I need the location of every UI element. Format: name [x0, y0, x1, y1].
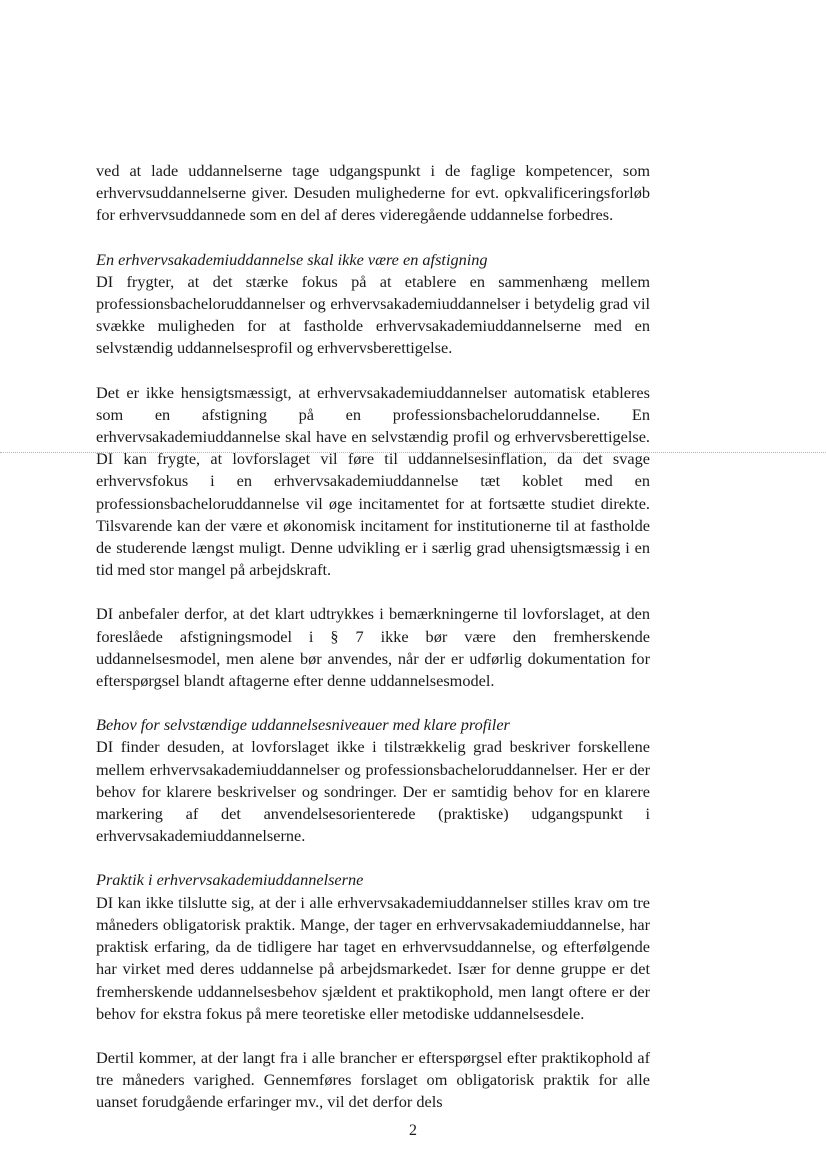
paragraph: Dertil kommer, at der langt fra i alle brancher er efterspørgsel efter praktikophold af tre måneders varighed. Gennemføres forslaget om obligatorisk praktik for alle uanset forudgående erfaringer mv., vil det derfor dels [96, 1047, 650, 1112]
section-heading: En erhvervsakademiuddannelse skal ikke være en afstigning [96, 249, 488, 269]
paragraph: DI finder desuden, at lovforslaget ikke i tilstrækkelig grad beskriver forskellene mellem erhvervsakademiuddannelser og professionsbacheloruddannelser. Her er der behov for klarere beskrivelser og sondringer. Der er samtidig behov for en klarere markering af det anvendelsesorienterede (praktiske) udgangspunkt i erhvervsakademiuddannelserne. [96, 737, 650, 846]
body-text [96, 160, 650, 1114]
section-heading: Behov for selvstændige uddannelsesniveauer med klare profiler [96, 715, 510, 735]
paragraph: DI frygter, at det stærke fokus på at etablere en sammenhæng mellem professionsbacheloruddannelser og erhvervsakademiuddannelser i betydelig grad vil svække muligheden for at fastholde erhvervsakademiuddannelserne med en selvstændig uddannelsesprofil og erhvervsberettigelse. [96, 271, 650, 358]
paragraph: DI kan ikke tilslutte sig, at der i alle erhvervsakademiuddannelser stilles krav om tre måneders obligatorisk praktik. Mange, der tager en erhvervsakademiuddannelse, har praktisk erfaring, da de tidligere har taget en erhvervsuddannelse, og efterfølgende har virket med deres uddannelse på arbejdsmarkedet. Især for denne gruppe er det fremherskende uddannelsesbehov sjældent et praktikophold, men langt oftere er der behov for ekstra fokus på mere teoretiske eller metodiske uddannelsesdele. [96, 892, 650, 1023]
paragraph: ved at lade uddannelserne tage udgangspunkt i de faglige kompetencer, som erhvervsuddannelserne giver. Desuden mulighederne for evt. opkvalificeringsforløb for erhvervsuddannede som en del af deres videregående uddannelse forbedres. [96, 161, 650, 225]
page-number: 2 [409, 1122, 417, 1139]
paragraph: Det er ikke hensigtsmæssigt, at erhvervsakademiuddannelser automatisk etableres som en afstigning på en professionsbacheloruddannelse. En erhvervsakademiuddannelse skal have en selvstændig profil og erhvervsberettigelse. DI kan frygte, at lovforslaget vil føre til uddannelsesinflation, da det svage erhvervsfokus i en erhvervsakademiuddannelse tæt koblet med en professionsbacheloruddannelse vil øge incitamentet for at fortsætte studiet direkte. Tilsvarende kan der være et økonomisk incitament for institutionerne til at fastholde de studerende længst muligt. Denne udvikling er i særlig grad uhensigtsmæssig i en tid med stor mangel på arbejdskraft. [96, 382, 650, 580]
section-heading: Praktik i erhvervsakademiuddannelserne [96, 870, 364, 890]
paragraph: DI anbefaler derfor, at det klart udtrykkes i bemærkningerne til lovforslaget, at den foreslåede afstigningsmodel i § 7 ikke bør være den fremherskende uddannelsesmodel, men alene bør anvendes, når der er udførlig dokumentation for efterspørgsel blandt aftagerne efter denne uddannelsesmodel. [96, 604, 650, 691]
